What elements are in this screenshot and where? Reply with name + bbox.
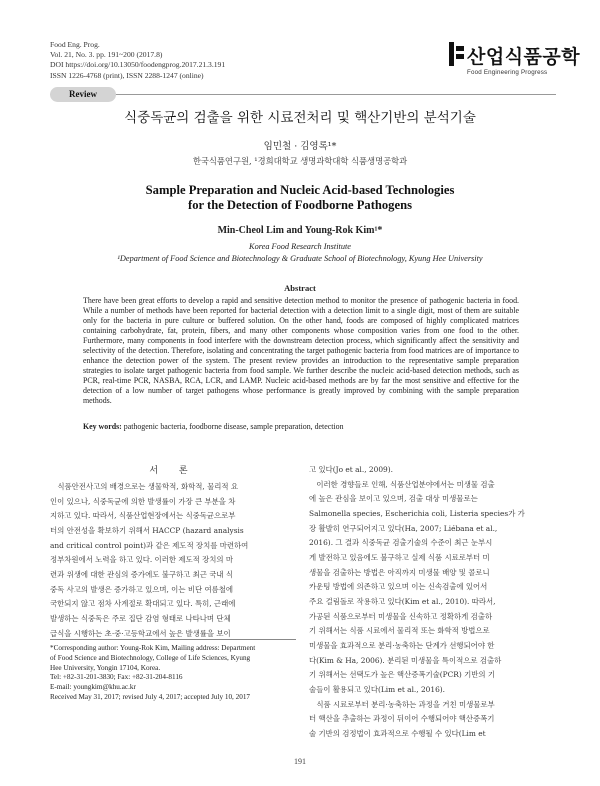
journal-logo: [447, 42, 581, 80]
journal-doi: DOI https://doi.org/10.13050/foodengprog.2017.21.3.191: [50, 60, 226, 70]
article-type-badge: Review: [50, 87, 116, 102]
body-line: 게 발전하고 있음에도 불구하고 실제 식품 시료로부터 미: [309, 552, 490, 562]
body-line: 가공된 식품으로부터 미생물을 신속하고 정확하게 검출하: [309, 611, 493, 621]
korean-title: 식중독균의 검출을 위한 시료전처리 및 핵산기반의 분석기술: [124, 110, 476, 126]
keywords-label: Key words:: [83, 422, 122, 431]
body-line: 중독 사고의 발생은 증가하고 있으며, 이는 비단 여름철에: [50, 584, 234, 594]
body-line: 다(Kim & Ha, 2006). 분리된 미생물을 특이적으로 검출하: [309, 655, 502, 665]
keywords-list: pathogenic bacteria, foodborne disease, sample preparation, detection: [121, 422, 344, 431]
footnote-divider: [50, 639, 296, 640]
body-line: 고 있다(Jo et al., 2009).: [309, 465, 393, 474]
logo-subtitle: Food Engineering Progress: [467, 69, 548, 76]
body-line: 국한되지 않고 점차 사계절로 확대되고 있다. 특히, 근래에: [50, 599, 236, 609]
journal-issn: ISSN 1226-4768 (print), ISSN 2288-1247 (online): [50, 70, 204, 80]
english-title-line-2: for the Detection of Foodborne Pathogens: [188, 198, 412, 212]
left-column: [50, 480, 296, 641]
body-line: 에 높은 관심을 보이고 있으며, 검출 대상 미생물로는: [309, 494, 478, 504]
header-divider: [50, 94, 556, 95]
journal-volume: Vol. 21, No. 3. pp. 191~200 (2017.8): [50, 50, 163, 60]
abstract-text: There have been great efforts to develop a rapid and sensitive detection method to monitor the presence of pathogenic bacteria in food. While a number of methods have been reported for bacterial detection with a detection limit to a single digit, most of them are suitable only for the bacteria in pure culture or buffered solution. On the other hand, foods are composed of highly complicated matrices containing carbohydrate, fat, protein, fibers, and many other components whose composition varies from one food to the other. Furthermore, many components in food interfere with the downstream detection process, which significantly affect the sensitivity and selectivity of the detection. Therefore, isolating and concentrating the target pathogenic bacteria from food matrices are of importance to enhance the detection power of the system. The present review provides an introduction to the representative sample preparation strategies to isolate target pathogenic bacteria from food sample. We further describe the nucleic acid-based detection methods, such as PCR, real-time PCR, NASBA, RCA, LCR, and LAMP. Nucleic acid-based methods are by far the most sensitive and effective for the detection of a low number of target pathogens whose performance is greatly improved by combining with the sample preparation methods.: [83, 296, 519, 406]
body-line: 이러한 경향들로 인해, 식품산업분야에서는 미생물 검출: [309, 479, 495, 489]
body-line: 발생하는 식중독은 주로 집단 감염 형태로 나타나며 단체: [50, 613, 231, 623]
body-line: 생물을 검출하는 방법은 아직까지 미생물 배양 및 콜로니: [309, 567, 490, 577]
body-line: 장 활발히 연구되어지고 있다(Ha, 2007; Liébana et al.,: [309, 523, 498, 533]
body-line: 카운팅 방법에 의존하고 있으며 이는 신속검출에 있어서: [309, 582, 488, 592]
journal-name: Food Eng. Prog.: [50, 40, 100, 49]
body-line: 미생물을 효과적으로 분리·농축하는 단계가 선행되어야 한: [309, 640, 495, 650]
english-authors: Min-Cheol Lim and Young-Rok Kim¹*: [217, 225, 383, 236]
section-heading: 서 론: [149, 466, 197, 476]
body-line: Salmonella species, Escherichia coli, Listeria species가 가: [309, 508, 525, 518]
logo-mark-icon: [447, 42, 465, 68]
body-line: and critical control point)과 같은 제도적 장치를 마련하여: [50, 540, 249, 550]
logo-title: 산업식품공학: [467, 46, 581, 68]
english-affiliation-1: Korea Food Research Institute: [249, 242, 351, 251]
keywords: [83, 422, 519, 431]
body-line: 인이 있으나, 식중독균에 의한 발생률이 가장 큰 부분을 차: [50, 496, 236, 506]
footnote-email: E-mail: youngkim@khu.ac.kr: [50, 683, 136, 692]
footnote-line: *Corresponding author: Young-Rok Kim, Mailing address: Department: [50, 644, 256, 652]
journal-metadata: [50, 40, 225, 81]
body-line: 정부차원에서 노력을 하고 있다. 이러한 제도적 장치의 마: [50, 555, 234, 565]
body-line: 식품 시료로부터 분리·농축하는 과정을 거친 미생물로부: [309, 699, 495, 709]
body-line: 주요 걸림돌로 작용하고 있다(Kim et al., 2010). 따라서,: [309, 596, 496, 606]
corresponding-author-footnote: [50, 644, 296, 703]
abstract-heading: Abstract: [284, 283, 316, 293]
body-line: 기 위해서는 선택도가 높은 핵산증폭기술(PCR) 기반의 기: [309, 670, 495, 680]
page-number: 191: [294, 757, 306, 766]
english-title-line-1: Sample Preparation and Nucleic Acid-based Technologies: [145, 183, 455, 197]
korean-affiliation: 한국식품연구원, ¹경희대학교 생명과학대학 식품생명공학과: [192, 156, 408, 166]
body-line: 기 위해서는 식품 시료에서 물리적 또는 화학적 방법으로: [309, 626, 490, 636]
body-line: 술들이 활용되고 있다(Lim et al., 2016).: [309, 684, 446, 694]
footnote-line: Tel: +82-31-201-3830; Fax: +82-31-204-8116: [50, 673, 183, 682]
body-line: 터 핵산을 추출하는 과정이 뒤이어 수행되어야 핵산증폭기: [309, 714, 495, 724]
body-line: 식품안전사고의 배경으로는 생물학적, 화학적, 물리적 요: [50, 482, 239, 491]
english-title: [0, 183, 600, 213]
body-line: 술 기반의 검정법이 효과적으로 수행될 수 있다(Lim et: [309, 728, 486, 738]
body-line: 2016). 그 결과 식중독균 검출기술의 수준이 최근 눈부시: [309, 538, 493, 548]
footnote-line: Hee University, Yongin 17104, Korea.: [50, 663, 161, 672]
footnote-dates: Received May 31, 2017; revised July 4, 2017; accepted July 10, 2017: [50, 692, 251, 701]
body-line: 급식을 시행하는 초·중·고등학교에서 높은 발생률을 보이: [50, 628, 231, 638]
body-line: 지하고 있다. 따라서, 식품산업현장에서는 식중독균으로부: [50, 511, 236, 521]
body-line: 터의 안전성을 확보하기 위해서 HACCP (hazard analysis: [50, 525, 244, 535]
english-affiliation-2: ¹Department of Food Science and Biotechnology & Graduate School of Biotechnology, Kyung Hee University: [117, 254, 483, 263]
footnote-line: of Food Science and Biotechnology, College of Life Sciences, Kyung: [50, 653, 251, 662]
body-line: 련과 위생에 대한 관심의 증가에도 불구하고 최근 국내 식: [50, 569, 234, 579]
korean-authors: 임민철 · 김영록¹*: [263, 141, 337, 152]
right-column: [309, 463, 557, 741]
